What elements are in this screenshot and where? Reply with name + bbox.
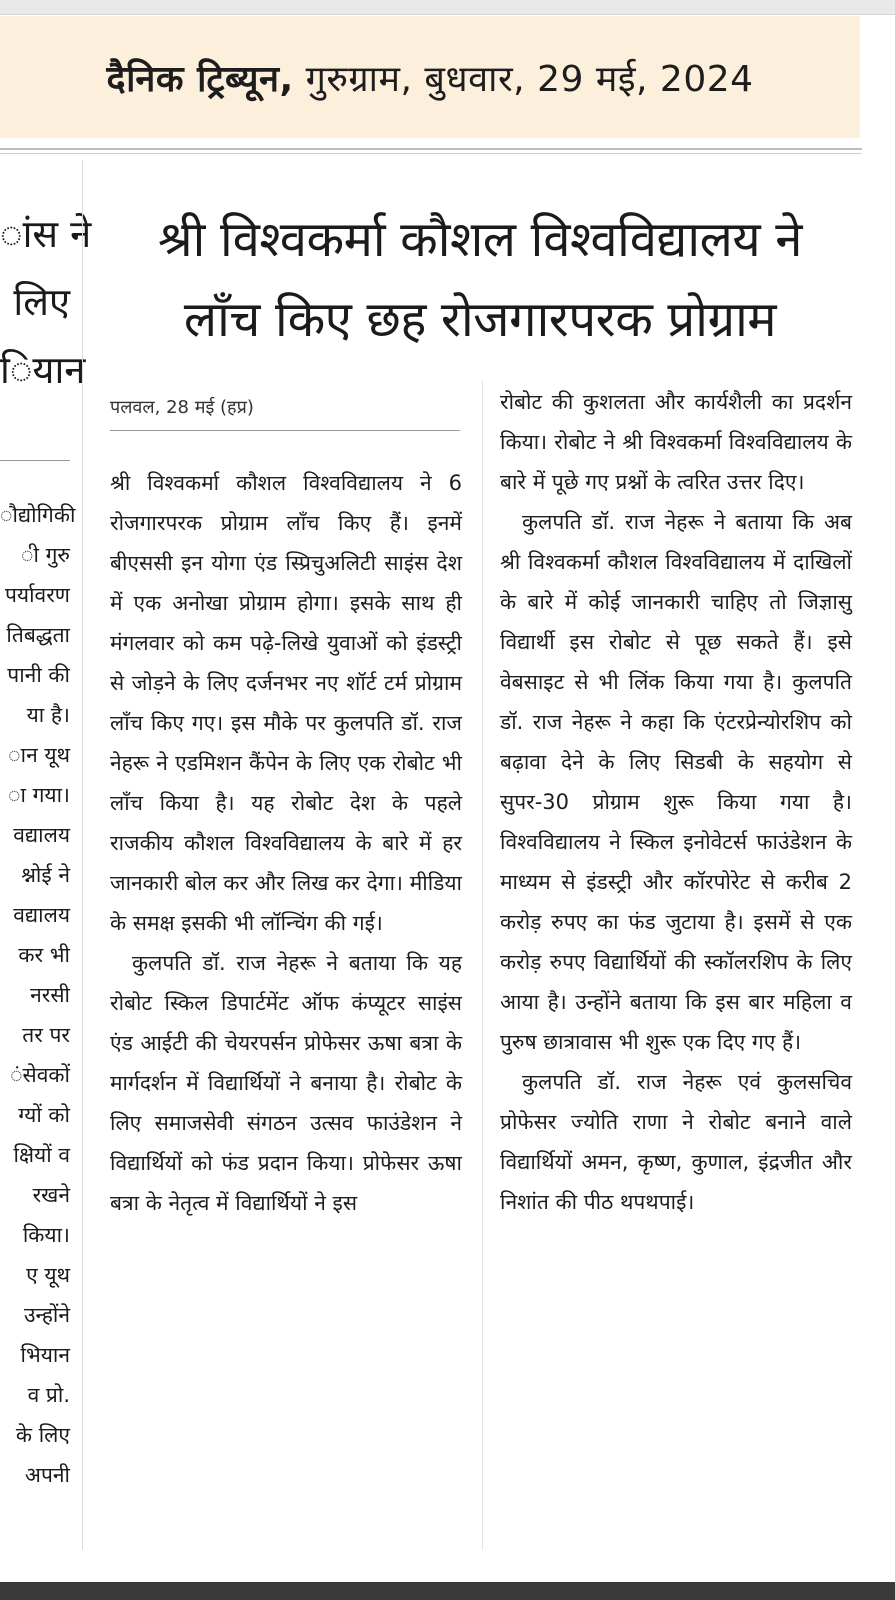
left-body xyxy=(0,495,76,1495)
left-body-line: ए यूथ xyxy=(26,1263,70,1287)
masthead-text xyxy=(106,53,753,102)
article-headline xyxy=(100,200,860,360)
left-body-line: पर्यावरण xyxy=(5,583,70,607)
left-body-line: तिबद्धता xyxy=(6,623,70,647)
top-strip xyxy=(0,0,895,15)
left-body-line: ा गया। xyxy=(8,783,70,807)
dateline: पलवल, 28 मई (हप्र) xyxy=(110,397,254,418)
article-paragraph: कुलपति डॉ. राज नेहरू ने बताया कि यह रोबोट स्किल डिपार्टमेंट ऑफ कंप्यूटर साइंस एंड आईटी की चेयरपर्सन प्रोफेसर ऊषा बत्रा के मार्गदर्शन में विद्यार्थियों ने बनाया है। रोबोट के लिए समाजसेवी संगठन उत्सव फाउंडेशन ने विद्यार्थियों को फंड प्रदान किया। प्रोफेसर ऊषा बत्रा के नेतृत्व में विद्यार्थियों ने इस xyxy=(110,951,462,1215)
article-paragraph: रोबोट की कुशलता और कार्यशैली का प्रदर्शन किया। रोबोट ने श्री विश्वकर्मा विश्वविद्यालय के बारे में पूछे गए प्रश्नों के त्वरित उत्तर दिए। xyxy=(500,390,852,494)
article-column-2 xyxy=(500,382,852,1222)
headline-line-1: श्री विश्वकर्मा कौशल विश्वविद्यालय ने xyxy=(157,211,803,268)
dateline-rule xyxy=(110,430,460,431)
left-body-line: किया। xyxy=(22,1223,70,1247)
left-body-line: तर पर xyxy=(22,1023,70,1047)
left-adjacent-article xyxy=(0,200,92,1540)
article-paragraph: श्री विश्वकर्मा कौशल विश्वविद्यालय ने 6 रोजगारपरक प्रोग्राम लॉंच किए हैं। इनमें बीएससी इन योगा एंड स्प्रिचुअलिटी साइंस देश में एक अनोखा प्रोग्राम होगा। इसके साथ ही मंगलवार को कम पढ़े-लिखे युवाओं को इंडस्ट्री से जोड़ने के लिए दर्जनभर नए शॉर्ट टर्म प्रोग्राम लॉंच किए गए। इस मौके पर कुलपति डॉ. राज नेहरू ने एडमिशन कैंपेन के लिए एक रोबोट भी लॉंच किया है। यह रोबोट देश के पहले राजकीय कौशल विश्वविद्यालय के बारे में हर जानकारी बोल कर और लिख कर देगा। मीडिया के समक्ष इसकी भी लॉन्चिंग की गई। xyxy=(110,471,462,935)
masthead-date: गुरुग्राम, बुधवार, 29 मई, 2024 xyxy=(293,58,754,100)
left-body-line: के लिए xyxy=(15,1423,70,1447)
headline-line-2: लॉंच किए छह रोजगारपरक प्रोग्राम xyxy=(183,291,777,348)
article-column-1 xyxy=(110,463,462,1223)
left-body-line: क्षियों व xyxy=(13,1143,70,1167)
left-body-line: या है। xyxy=(26,703,70,727)
left-body-line: उन्होंने xyxy=(23,1303,70,1327)
bottom-bar xyxy=(0,1582,895,1600)
left-body-line: ी गुरु xyxy=(21,543,70,567)
left-body-line: रखने xyxy=(32,1183,70,1207)
left-headline xyxy=(0,200,92,404)
paper-name: दैनिक ट्रिब्यून, xyxy=(106,58,294,100)
masthead xyxy=(0,16,860,138)
left-body-line: पानी की xyxy=(7,663,70,687)
column-separator xyxy=(82,160,83,1550)
left-body-line: ान यूथ xyxy=(8,743,70,767)
left-headline-line: ियान xyxy=(0,348,86,392)
left-body-line: अपनी xyxy=(24,1463,70,1487)
left-body-line: ंसेवकों xyxy=(10,1063,70,1087)
left-body-line: ग्यों को xyxy=(18,1103,70,1127)
article-paragraph: कुलपति डॉ. राज नेहरू एवं कुलसचिव प्रोफेसर ज्योति राणा ने रोबोट बनाने वाले विद्यार्थियों अमन, कृष्ण, कुणाल, इंद्रजीत और निशांत की पीठ थपथपाई। xyxy=(500,1070,852,1214)
middle-column-separator xyxy=(482,380,483,1550)
left-divider xyxy=(0,460,70,461)
left-body-line: भियान xyxy=(20,1343,70,1367)
masthead-rule xyxy=(0,148,862,150)
left-body-line: ौद्योगिकी xyxy=(0,503,76,527)
left-body-line: श्नोई ने xyxy=(21,863,70,887)
left-body-line: वद्यालय xyxy=(13,823,70,847)
left-body-line: कर भी xyxy=(18,943,70,967)
left-headline-line: लिए xyxy=(13,280,70,324)
left-headline-line: ांस ने xyxy=(0,212,92,256)
masthead-rule-thin xyxy=(0,153,862,154)
left-body-line: वद्यालय xyxy=(13,903,70,927)
article-paragraph: कुलपति डॉ. राज नेहरू ने बताया कि अब श्री विश्वकर्मा कौशल विश्वविद्यालय में दाखिलों के बारे में कोई जानकारी चाहिए तो जिज्ञासु विद्यार्थी इस रोबोट से पूछ सकते हैं। इसे वेबसाइट से भी लिंक किया गया है। कुलपति डॉ. राज नेहरू ने कहा कि एंटरप्रेन्योरशिप को बढ़ावा देने के लिए सिडबी के सहयोग से सुपर-30 प्रोग्राम शुरू किया गया है। विश्वविद्यालय ने स्किल इनोवेटर्स फाउंडेशन के माध्यम से इंडस्ट्री और कॉरपोरेट से करीब 2 करोड़ रुपए का फंड जुटाया है। इसमें से एक करोड़ रुपए विद्यार्थियों की स्कॉलरशिप के लिए आया है। उन्होंने बताया कि इस बार महिला व पुरुष छात्रावास भी शुरू एक दिए गए हैं। xyxy=(500,510,852,1054)
left-body-line: व प्रो. xyxy=(27,1383,70,1407)
left-body-line: नरसी xyxy=(30,983,70,1007)
